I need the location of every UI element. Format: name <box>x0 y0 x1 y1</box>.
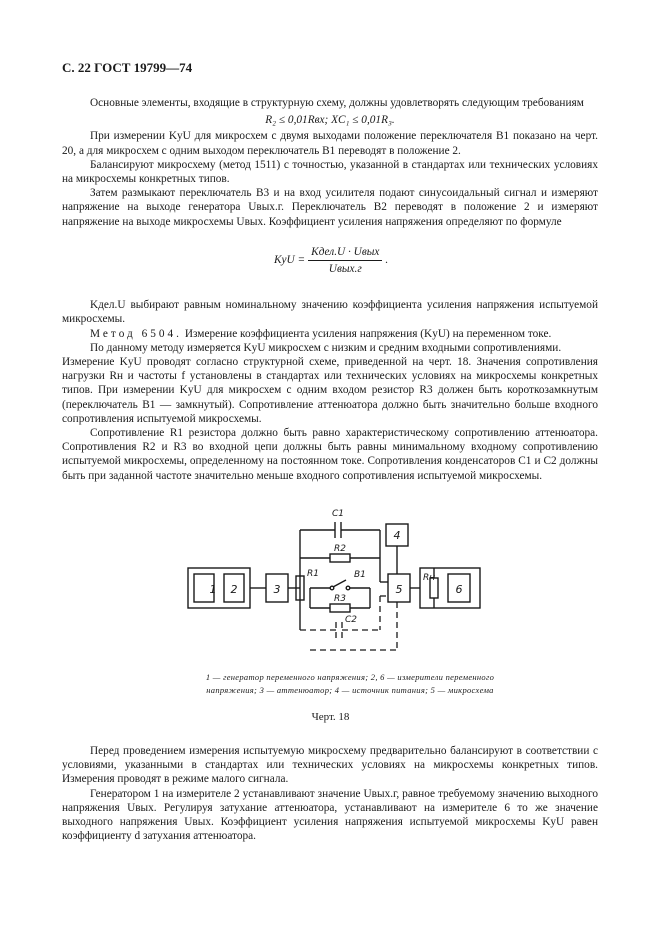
c2-label: C2 <box>345 615 358 625</box>
method-title: Измерение коэффициента усиления напряжения (KуU) на переменном токе. <box>184 327 552 340</box>
r2-label: R2 <box>334 544 346 554</box>
r3-label: R3 <box>334 594 346 604</box>
paragraph-method <box>62 327 598 341</box>
method-number: Метод 6504. <box>90 327 183 340</box>
paragraph: По данному методу измеряется KуU микросхем с низким и средним входными сопротивлениями. <box>90 341 562 354</box>
paragraph: Балансируют микросхему (метод 1511) с точностью, указанной в стандартах или технических условиях на микросхемы конкретных типов. <box>62 158 598 186</box>
paragraph: Перед проведением измерения испытуемую микросхему предварительно балансируют в соответствии с условиями, указанными в стандартах или технических условиях на микросхемы конкретных типов. Измерения проводят в режиме малого сигнала. <box>62 745 598 786</box>
text-block-bottom <box>62 744 598 843</box>
paragraph: Kдел.U выбирают равным номинальному значению коэффициента усиления напряжения испытуемой микросхемы. <box>62 299 598 326</box>
b1-label: B1 <box>354 570 366 580</box>
paragraph: Генератором 1 на измерителе 2 устанавливают значение Uвых.г, равное требуемому значению выходного напряжения Uвых. Регулируя затухание аттенюатора, устанавливают на измерителе 6 то же значение выходного напряжения Uвых. Коэффициент усиления напряжения испытуемой микросхемы KуU равен коэффициенту d затухания аттенюатора. <box>62 787 598 843</box>
c1-label: C1 <box>331 509 345 519</box>
block-5-label: 5 <box>395 583 403 596</box>
paragraph: Сопротивление R1 резистора должно быть равно характеристическому сопротивлению аттенюатора. Сопротивления R2 и R3 во входной цепи должны быть равны минимальному входному сопротивлению испытуемой микросхемы, определенному на постоянном токе. Сопротивления конденсаторов C1 и C2 должны быть при заданной частоте значительно меньше входного сопротивления испытуемой микросхемы. <box>62 427 598 482</box>
paragraph: При измерении KуU для микросхем с двумя выходами положение переключателя B1 показано на черт. 20, а для микросхем с одним выходом переключатель B1 переводят в положение 2. <box>62 130 598 157</box>
block-4-label: 4 <box>393 529 401 542</box>
text-block-top <box>62 96 598 483</box>
page-header: С. 22 ГОСТ 19799—74 <box>62 60 193 75</box>
paragraph: Основные элементы, входящие в структурную схему, должны удовлетворять следующим требованиям <box>90 97 584 109</box>
block-6-label: 6 <box>455 583 463 596</box>
block-1-label: 1 <box>209 583 217 596</box>
figure-label: Черт. 18 <box>311 711 350 723</box>
figure-caption: 1 — генератор переменного напряжения; 2, 6 — измерители переменного напряжения; 3 — аттенюатор; 4 — источник питания; 5 — микросхема <box>205 672 495 695</box>
formula-fraction <box>308 245 382 276</box>
formula-numerator: Kдел.U · Uвых <box>308 245 382 261</box>
formula-tail: . <box>385 254 389 267</box>
formula-conditions: R₂ ≤ 0,01Rвх; XC₁ ≤ 0,01R₃. <box>265 114 395 127</box>
paragraph: Затем размыкают переключатель B3 и на вход усилителя подают синусоидальный сигнал и измеряют напряжение на выходе генератора Uвых.г. Переключатель B2 переводят в положение 2 и измеряют напряжение на выходе микросхемы Uвых. Коэффициент усиления напряжения определяют по формуле <box>62 187 598 228</box>
circuit-diagram <box>180 500 510 660</box>
block-3-label: 3 <box>273 583 281 596</box>
formula-lhs: KуU = <box>274 254 306 267</box>
r1-label: R1 <box>307 569 319 579</box>
formula-denominator: Uвых.г <box>328 263 362 276</box>
formula-gain <box>274 245 598 276</box>
rn-label: Rн <box>423 573 436 583</box>
paragraph: Измерение KуU проводят согласно структурной схеме, приведенной на черт. 18. Значения сопротивления нагрузки Rн и частоты f установлены в стандартах или технических условиях на микросхемы конкретных типов. При измерении KуU для микросхем с одним входом резистор R3 должен быть короткозамкнутым (переключатель B1 — замкнутый). Сопротивление аттенюатора должно быть значительно больше входного сопротивления испытуемой микросхемы. <box>62 356 598 425</box>
block-2-label: 2 <box>230 583 238 596</box>
